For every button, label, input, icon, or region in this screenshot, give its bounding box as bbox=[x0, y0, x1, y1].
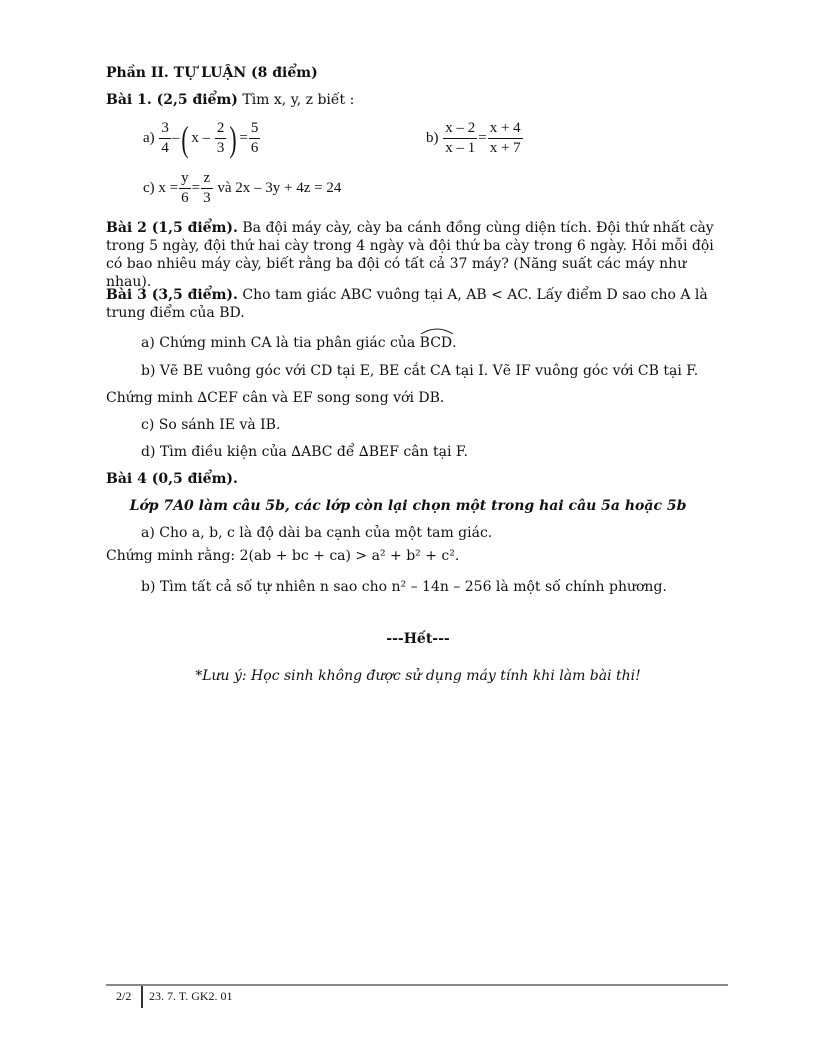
bai1-c-label: c) bbox=[143, 180, 155, 196]
bai4-heading: Bài 4 (0,5 điểm). bbox=[106, 471, 238, 487]
bai2-text: Ba đội máy cày, cày ba cánh đồng cùng diện tích. Đội thứ nhất cày trong 5 ngày, đội thứ hai cày trong 4 ngày và đội thứ ba cày trong 6 ngày. Hỏi mỗi đội có bao nhiêu máy cày, biết rằng ba đội có tất cả 37 máy? (Năng suất các máy như nhau). bbox=[106, 220, 714, 290]
conjunction: và bbox=[217, 180, 232, 196]
bai2-paragraph bbox=[106, 219, 732, 291]
bai3-b-continued: Chứng minh ∆CEF cân và EF song song với DB. bbox=[106, 390, 445, 406]
footer-rule bbox=[106, 984, 728, 986]
equals-sign: = bbox=[191, 180, 201, 196]
right-paren: ) bbox=[229, 118, 238, 159]
left-paren: ( bbox=[181, 118, 190, 159]
bai4-a-continued: Chứng minh rằng: 2(ab + bc + ca) > a² + b² + c². bbox=[106, 548, 460, 564]
bai3-d: d) Tìm điều kiện của ∆ABC để ∆BEF cân tại F. bbox=[141, 444, 468, 460]
bai3-b: b) Vẽ BE vuông góc với CD tại E, BE cắt CA tại I. Vẽ IF vuông góc với CB tại F. bbox=[141, 363, 699, 379]
bai1-a-expression bbox=[143, 118, 261, 158]
footer-separator bbox=[141, 986, 143, 1008]
bai3-a bbox=[141, 334, 457, 352]
angle-name: BCD bbox=[419, 335, 453, 351]
term-x: x = bbox=[158, 180, 179, 196]
bai1-b-expression bbox=[426, 118, 524, 158]
bai4-b: b) Tìm tất cả số tự nhiên n sao cho n² – 14n – 256 là một số chính phương. bbox=[141, 579, 667, 595]
angle-arc-icon bbox=[420, 327, 454, 335]
angle-mark bbox=[420, 334, 452, 352]
fraction: $\frac{2}{3}$ bbox=[216, 120, 225, 157]
bai1-line bbox=[106, 91, 354, 109]
bai1-a-label: a) bbox=[143, 130, 155, 146]
fraction: $\frac{z}{3}$ bbox=[203, 170, 211, 207]
fraction: $\frac{5}{6}$ bbox=[250, 120, 259, 157]
bai3-paragraph bbox=[106, 286, 716, 322]
part-title: Phần II. TỰ LUẬN (8 điểm) bbox=[106, 65, 318, 81]
bai1-heading: Bài 1. (2,5 điểm) bbox=[106, 92, 238, 108]
bai3-c: c) So sánh IE và IB. bbox=[141, 417, 281, 433]
bai4-a: a) Cho a, b, c là độ dài ba cạnh của một tam giác. bbox=[141, 525, 493, 541]
bai1-c-expression bbox=[143, 168, 341, 208]
equals-sign: = bbox=[478, 130, 487, 146]
bai1-prompt: Tìm x, y, z biết : bbox=[242, 92, 355, 108]
footer-note: *Lưu ý: Học sinh không được sử dụng máy tính khi làm bài thi! bbox=[195, 668, 641, 684]
bai4-note: Lớp 7A0 làm câu 5b, các lớp còn lại chọn một trong hai câu 5a hoặc 5b bbox=[129, 498, 687, 514]
bai3-heading: Bài 3 (3,5 điểm). bbox=[106, 287, 238, 303]
period: . bbox=[452, 335, 457, 351]
term-x: x – bbox=[191, 130, 211, 146]
bai2-heading: Bài 2 (1,5 điểm). bbox=[106, 220, 238, 236]
fraction: $\frac{x + 4}{x + 7}$ bbox=[489, 120, 521, 157]
equation: 2x – 3y + 4z = 24 bbox=[235, 180, 342, 196]
document-code: 23. 7. T. GK2. 01 bbox=[149, 989, 233, 1003]
fraction: $\frac{x - 2}{x - 1}$ bbox=[445, 120, 476, 157]
equals-sign: = bbox=[239, 130, 248, 146]
fraction: $\frac{y}{6}$ bbox=[181, 170, 189, 207]
fraction: $\frac{3}{4}$ bbox=[161, 120, 169, 157]
bai3-a-text: a) Chứng minh CA là tia phân giác của bbox=[141, 335, 416, 351]
page-number: 2/2 bbox=[116, 989, 132, 1003]
minus-sign: – bbox=[171, 130, 180, 146]
end-mark: ---Hết--- bbox=[386, 631, 450, 647]
bai1-b-label: b) bbox=[426, 130, 439, 146]
bai3-text: Cho tam giác ABC vuông tại A, AB < AC. Lấy điểm D sao cho A là trung điểm của BD. bbox=[106, 287, 708, 321]
